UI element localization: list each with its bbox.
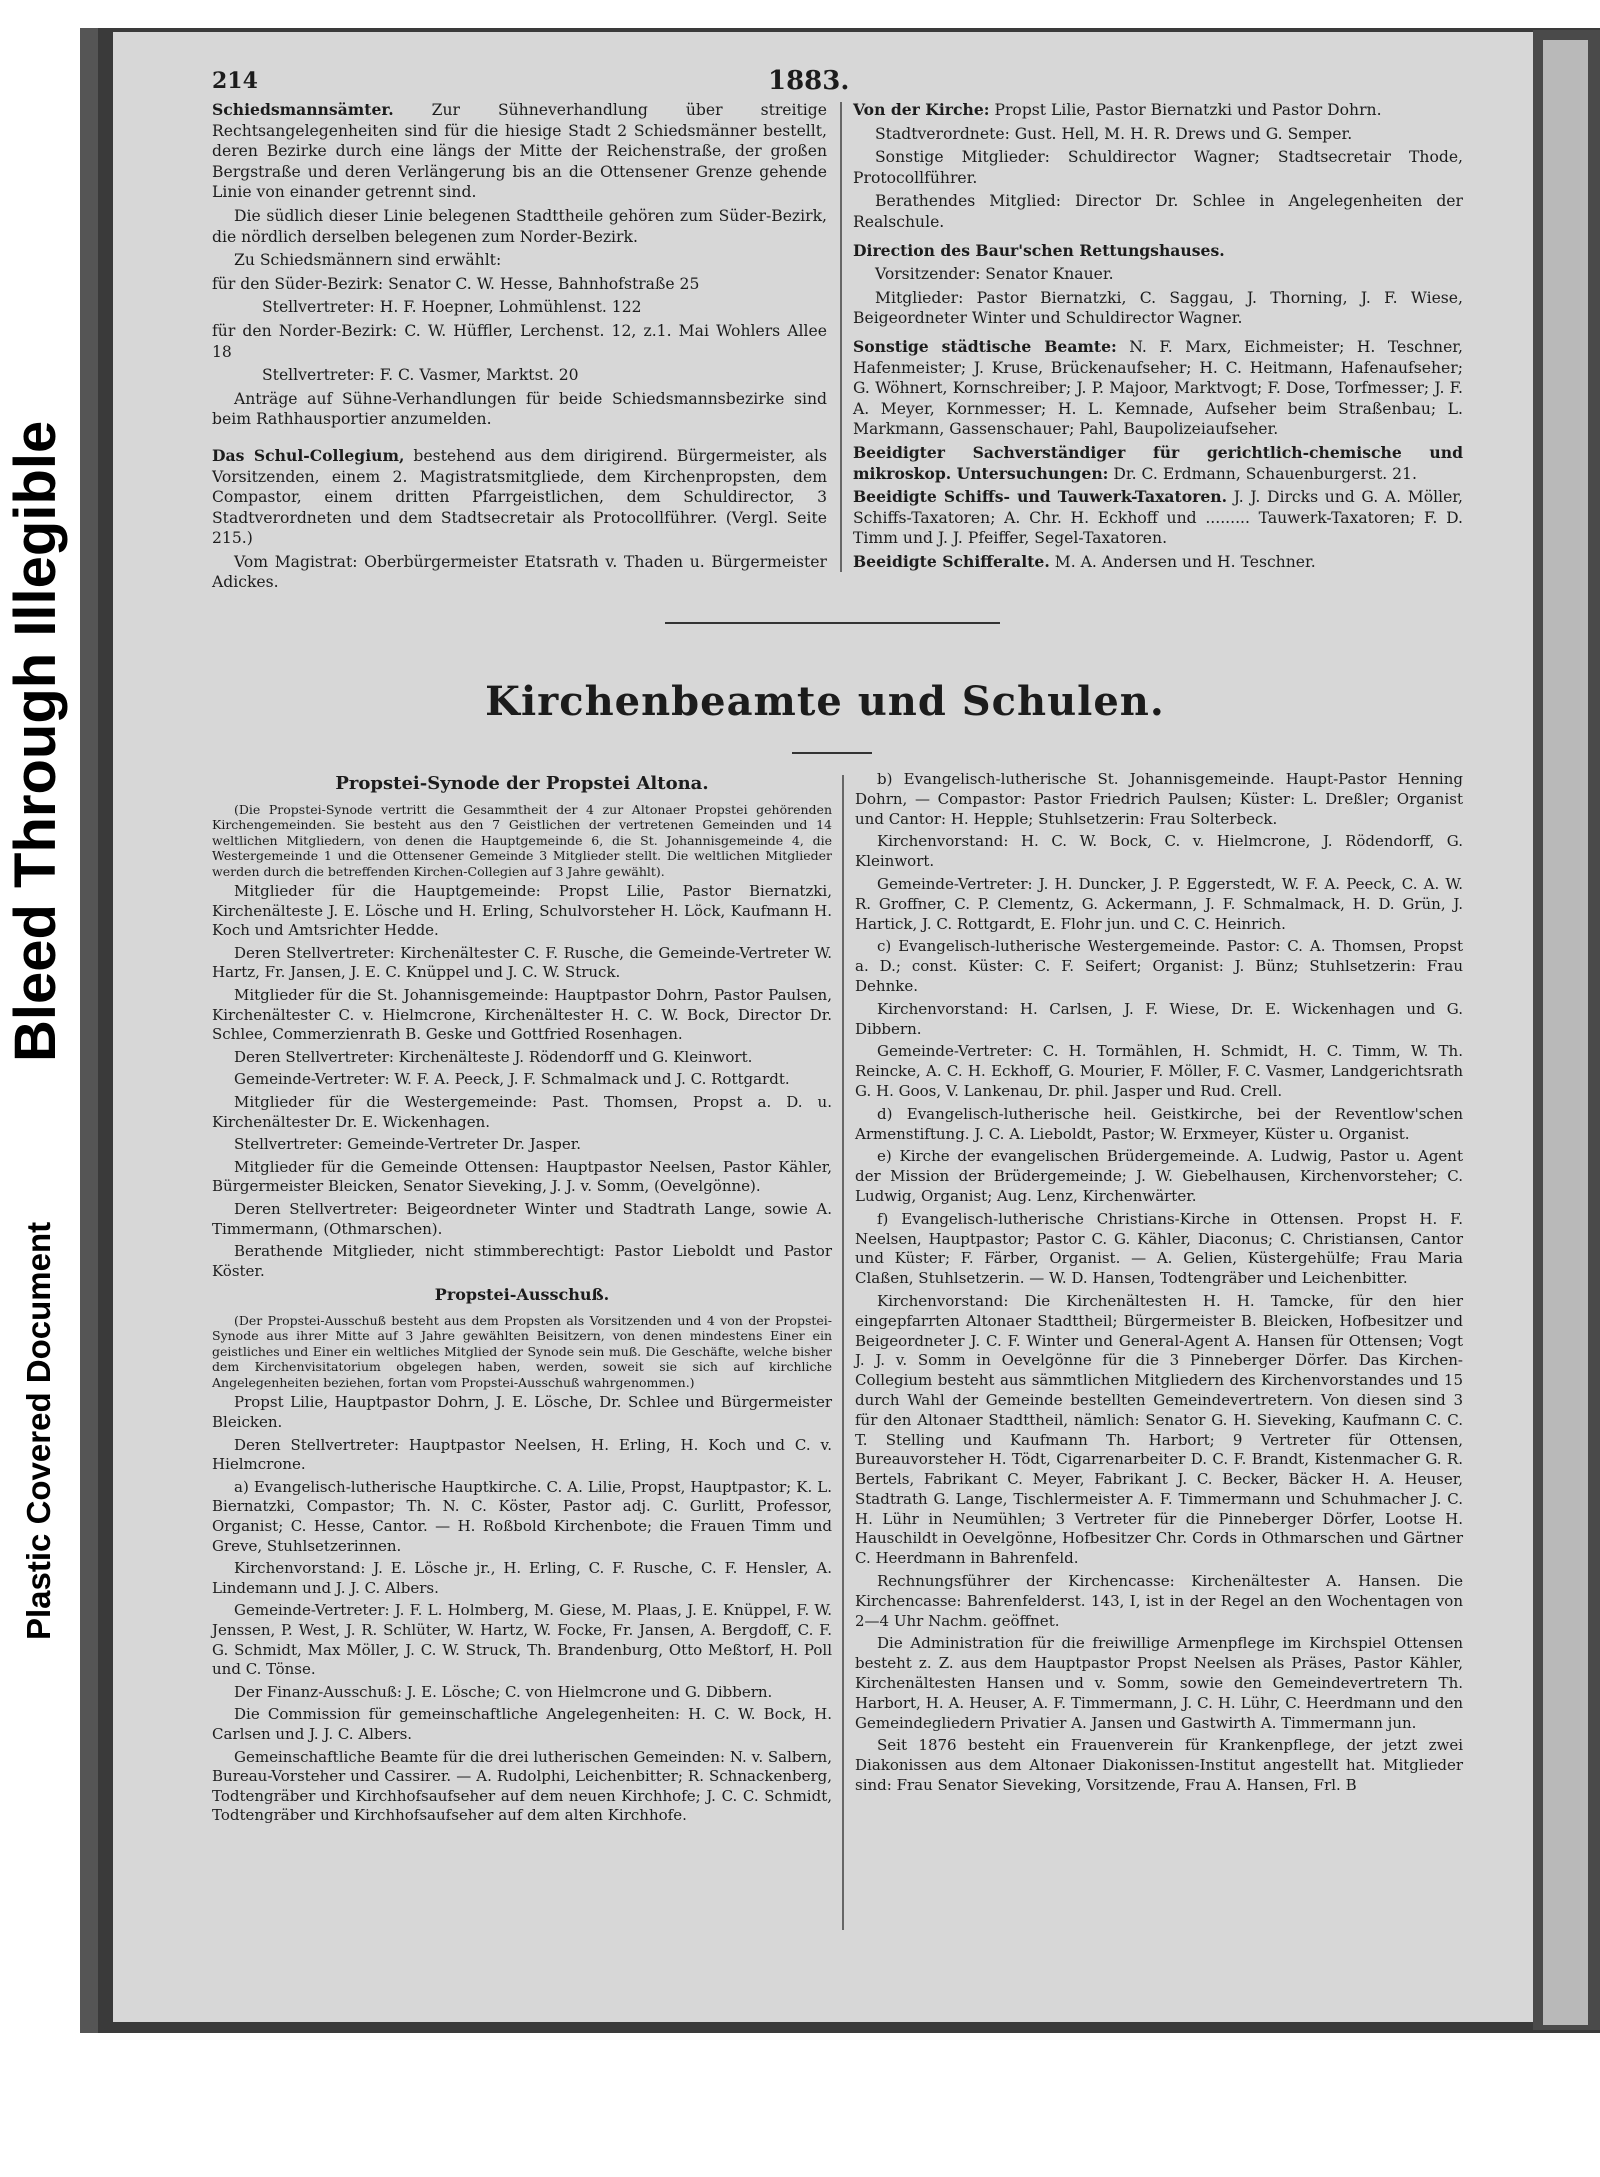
paragraph: Beeidigte Schifferalte. M. A. Andersen und H. Teschner.	[853, 551, 1316, 571]
paragraph: Seit 1876 besteht ein Frauenverein für Krankenpflege, der jetzt zwei Diakonissen aus dem Altonaer Diakonissen-Institut angestellt hat. Mitglieder sind: Frau Senator Sieveking, Vorsitzende, Frau A. Hansen, Frl. B	[855, 1736, 1463, 1795]
paragraph: Kirchenvorstand: H. C. W. Bock, C. v. Hielmcrone, J. Rödendorff, G. Kleinwort.	[855, 832, 1463, 871]
column-divider	[842, 775, 844, 1930]
paragraph: Stadtverordnete: Gust. Hell, M. H. R. Drews und G. Semper.	[875, 124, 1353, 143]
subsection-heading: Propstei-Synode der Propstei Altona.	[335, 773, 709, 794]
paragraph: Kirchenvorstand: H. Carlsen, J. F. Wiese, Dr. E. Wickenhagen und G. Dibbern.	[855, 999, 1463, 1038]
paragraph: Vom Magistrat: Oberbürgermeister Etatsrath v. Thaden u. Bürgermeister Adickes.	[212, 552, 827, 592]
paragraph: Mitglieder: Pastor Biernatzki, C. Saggau, J. Thorning, J. F. Wiese, Beigeordneter Winter und Schuldirector Wagner.	[853, 288, 1463, 328]
paragraph: Die südlich dieser Linie belegenen Stadttheile gehören zum Süder-Bezirk, die nördlich derselben belegenen zum Norder-Bezirk.	[212, 206, 827, 246]
paragraph: Vorsitzender: Senator Knauer.	[875, 265, 1114, 284]
paragraph: Direction des Baur'schen Rettungshauses.	[853, 240, 1225, 260]
paragraph: Sonstige Mitglieder: Schuldirector Wagner; Stadtsecretair Thode, Protocollführer.	[853, 148, 1463, 187]
facing-page-sliver	[1543, 40, 1588, 2025]
section-rule	[792, 752, 872, 754]
paragraph: Mitglieder für die St. Johannisgemeinde: Hauptpastor Dohrn, Pastor Paulsen, Kirchenältester C. v. Hielmcrone, Kirchenältester H. C. W. Bock, Director Dr. Schlee, Commerzienrath B. Geske und Gottfried Rosenhagen.	[212, 986, 832, 1044]
paragraph: Die Administration für die freiwillige Armenpflege im Kirchspiel Ottensen besteht z. Z. aus dem Hauptpastor Propst Neelsen als Präses, Pastor Kähler, Kirchenältesten Hansen und v. Somm, sowie den Gemeindevertretern Th. Harbort, H. A. Heuser, A. F. Timmermann, J. C. H. Lühr, C. Heerdmann und den Gemeindegliedern Privatier A. Jansen und Gastwirth A. Timmermann jun.	[855, 1634, 1463, 1732]
paragraph: Sonstige städtische Beamte: N. F. Marx, Eichmeister; H. Teschner, Hafenmeister; J. Kruse, Brückenaufseher; H. C. Heitmann, Hafenaufseher; G. Wöhnert, Kornschreiber; J. P. Majoor, Marktvogt; F. Dose, Torfmesser; J. F. A. Meyer, Kornmesser; H. L. Kemnade, Aufseher beim Straßenbau; L. Markmann, Gassenschauer; Pahl, Baupolizeiaufseher.	[853, 336, 1463, 439]
section-rule	[665, 622, 1000, 624]
paragraph: Mitglieder für die Hauptgemeinde: Propst Lilie, Pastor Biernatzki, Kirchenälteste J. E. Lösche und H. Erling, Schulvorsteher H. Löck, Kaufmann H. Koch und Amtsrichter Hedde.	[212, 882, 832, 940]
section-title: Kirchenbeamte und Schulen.	[485, 678, 1165, 725]
paragraph: Zu Schiedsmännern sind erwählt:	[234, 251, 502, 270]
paragraph: für den Süder-Bezirk: Senator C. W. Hesse, Bahnhofstraße 25	[212, 274, 700, 293]
subsection-heading: Propstei-Ausschuß.	[434, 1285, 610, 1305]
paragraph: Die Commission für gemeinschaftliche Angelegenheiten: H. C. W. Bock, H. Carlsen und J. J. C. Albers.	[212, 1705, 832, 1743]
paragraph: Gemeinde-Vertreter: J. H. Duncker, J. P. Eggerstedt, W. F. A. Peeck, C. A. W. R. Groffner, C. P. Clementz, G. Ackermann, J. F. Schmalmack, H. D. Grün, J. Hartick, J. C. Rottgardt, E. Flohr jun. und C. C. Heinrich.	[855, 874, 1463, 933]
paragraph: Mitglieder für die Gemeinde Ottensen: Hauptpastor Neelsen, Pastor Kähler, Bürgermeister Bleicken, Senator Sieveking, J. J. v. Somm, (Oevelgönne).	[212, 1157, 832, 1196]
paragraph: f) Evangelisch-lutherische Christians-Kirche in Ottensen. Propst H. F. Neelsen, Hauptpastor; Pastor C. G. Kähler, Diaconus; C. Christiansen, Cantor und Küster; F. Färber, Organist. — A. Gelien, Küstergehülfe; Frau Maria Claßen, Stuhlsetzerin. — W. D. Hansen, Todtengräber und Leichenbitter.	[855, 1209, 1463, 1288]
paragraph: Gemeinde-Vertreter: W. F. A. Peeck, J. F. Schmalmack und J. C. Rottgardt.	[234, 1070, 790, 1089]
paragraph: c) Evangelisch-lutherische Westergemeinde. Pastor: C. A. Thomsen, Propst a. D.; const. Küster: C. F. Seifert; Organist: J. Bünz; Stuhlsetzerin: Frau Dehnke.	[855, 937, 1463, 995]
bleed-through-label: Bleed Through Illegible	[3, 420, 68, 1062]
paragraph: für den Norder-Bezirk: C. W. Hüffler, Lerchenst. 12, z.1. Mai Wohlers Allee 18	[212, 321, 827, 361]
paragraph: Der Finanz-Ausschuß: J. E. Lösche; C. von Hielmcrone und G. Dibbern.	[234, 1682, 773, 1701]
paragraph: Gemeinschaftliche Beamte für die drei lutherischen Gemeinden: N. v. Salbern, Bureau-Vorsteher und Cassirer. — A. Rudolphi, Leichenbitter; R. Schnackenberg, Todtengräber und Kirchhofsaufseher auf dem neuen Kirchhofe; J. C. C. Schmidt, Todtengräber und Kirchhofsaufseher auf dem alten Kirchhofe.	[212, 1747, 832, 1825]
paragraph: Das Schul-Collegium, bestehend aus dem dirigirend. Bürgermeister, als Vorsitzenden, einem 2. Magistratsmitgliede, dem Kirchenpropsten, dem Compastor, einem dritten Pfarrgeistlichen, dem Schuldirector, 3 Stadtverordneten und dem Stadtsecretair als Protocollführer. (Vergl. Seite 215.)	[212, 445, 827, 548]
page-year-header: 1883.	[768, 66, 850, 96]
paragraph: Beeidigte Schiffs- und Tauwerk-Taxatoren. J. J. Dircks und G. A. Möller, Schiffs-Taxatoren; A. Chr. H. Eckhoff und ......... Tauwerk-Taxatoren; F. D. Timm und J. J. Pfeiffer, Segel-Taxatoren.	[853, 487, 1463, 548]
top-left-column	[212, 100, 827, 596]
paragraph: Deren Stellvertreter: Hauptpastor Neelsen, H. Erling, H. Koch und C. v. Hielmcrone.	[212, 1435, 832, 1474]
bottom-left-column	[212, 770, 832, 1829]
paragraph: d) Evangelisch-lutherische heil. Geistkirche, bei der Reventlow'schen Armenstiftung. J. C. A. Lieboldt, Pastor; W. Erxmeyer, Küster u. Organist.	[855, 1104, 1463, 1143]
note: (Der Propstei-Ausschuß besteht aus dem Propsten als Vorsitzenden und 4 von der Propstei-Synode aus ihrer Mitte auf 3 Jahre gewählten Beisitzern, von denen mindestens Einer ein geistliches und Einer ein weltliches Mitglied der Synode sein muß. Die Geschäfte, welche bisher dem Kirchenvisitatorium obgelegen haben, werden, soweit sie sich auf kirchliche Angelegenheiten beziehen, fortan vom Propstei-Ausschuß wahrgenommen.)	[212, 1312, 832, 1390]
paragraph: Berathendes Mitglied: Director Dr. Schlee in Angelegenheiten der Realschule.	[853, 192, 1463, 231]
paragraph: Propst Lilie, Hauptpastor Dohrn, J. E. Lösche, Dr. Schlee und Bürgermeister Bleicken.	[212, 1393, 832, 1432]
paragraph: Mitglieder für die Westergemeinde: Past. Thomsen, Propst a. D. u. Kirchenältester Dr. E. Wickenhagen.	[212, 1093, 832, 1131]
paragraph: Beeidigter Sachverständiger für gerichtlich-chemische und mikroskop. Untersuchungen: Dr. C. Erdmann, Schauenburgerst. 21.	[853, 442, 1463, 483]
paragraph: Stellvertreter: H. F. Hoepner, Lohmühlenst. 122	[262, 298, 642, 317]
top-right-column	[853, 100, 1463, 575]
note: (Die Propstei-Synode vertritt die Gesammtheit der 4 zur Altonaer Propstei gehörenden Kirchengemeinden. Sie besteht aus den 7 Geistlichen der vertretenen Gemeinden und 14 weltlichen Mitgliedern, von denen die Hauptgemeinde 6, die St. Johannisgemeinde 4, die Westergemeinde 1 und die Ottensener Gemeinde 3 Mitglieder stellt. Die weltlichen Mitglieder werden durch die betreffenden Kirchen-Collegien auf 3 Jahre gewählt).	[212, 801, 832, 879]
paragraph: Rechnungsführer der Kirchencasse: Kirchenältester A. Hansen. Die Kirchencasse: Bahrenfelderst. 143, I, ist in der Regel an den Wochentagen von 2—4 Uhr Nachm. geöffnet.	[855, 1572, 1463, 1630]
page-number: 214	[212, 68, 258, 94]
bottom-right-column	[855, 770, 1463, 1799]
paragraph: Stellvertreter: F. C. Vasmer, Marktst. 20	[262, 366, 579, 385]
paragraph: b) Evangelisch-lutherische St. Johannisgemeinde. Haupt-Pastor Henning Dohrn, — Compastor: Pastor Friedrich Paulsen; Küster: L. Dreßler; Organist und Cantor: H. Hepple; Stuhlsetzerin: Frau Solterbeck.	[855, 770, 1463, 828]
paragraph: Berathende Mitglieder, nicht stimmberechtigt: Pastor Lieboldt und Pastor Köster.	[212, 1242, 832, 1280]
paragraph: Von der Kirche: Propst Lilie, Pastor Biernatzki und Pastor Dohrn.	[853, 100, 1382, 119]
paragraph: Anträge auf Sühne-Verhandlungen für beide Schiedsmannsbezirke sind beim Rathhausportier anzumelden.	[212, 389, 827, 429]
plastic-covered-label: Plastic Covered Document	[20, 1221, 57, 1640]
paragraph: Kirchenvorstand: Die Kirchenältesten H. H. Tamcke, für den hier eingepfarrten Altonaer Stadttheil; Bürgermeister B. Bleicken, Hofbesitzer und Beigeordneter J. C. F. Winter und General-Agent A. Hansen für Ottensen; Vogt J. J. v. Somm in Oevelgönne für die 3 Pinneberger Dörfer. Das Kirchen-Collegium besteht aus sämmtlichen Mitgliedern des Kirchenvorstandes und 15 durch Wahl der Gemeinde bestellten Gemeindevertretern. Von diesen sind 3 für den Altonaer Stadttheil, nämlich: Senator G. H. Sieveking, Kaufmann C. C. T. Stelling und Kaufmann Th. Harbort; 9 Vertreter für Ottensen, Bureauvorsteher H. Tödt, Cigarrenarbeiter D. C. F. Brandt, Kistenmacher G. R. Bertels, Fabrikant C. Meyer, Fabrikant J. C. Becker, Bäcker H. A. Heuser, Stadtrath G. Lange, Tischlermeister A. F. Timmermann und Schuhmacher J. C. H. Lühr in Neumühlen; 3 Vertreter für die Pinneberger Dörfer, Lootse H. Hauschildt in Oevelgönne, Hofbesitzer Chr. Cords in Othmarschen und Gärtner C. Heerdmann in Bahrenfeld.	[855, 1291, 1463, 1568]
paragraph: Kirchenvorstand: J. E. Lösche jr., H. Erling, C. F. Rusche, C. F. Hensler, A. Lindemann und J. J. C. Albers.	[212, 1559, 832, 1597]
paragraph: Schiedsmannsämter. Zur Sühneverhandlung über streitige Rechtsangelegenheiten sind für die hiesige Stadt 2 Schiedsmänner bestellt, deren Bezirke durch eine längs der Mitte der Reichenstraße, der großen Bergstraße und deren Verlängerung bis an die Ottensener Grenze gehende Linie von einander getrennt sind.	[212, 100, 827, 202]
paragraph: e) Kirche der evangelischen Brüdergemeinde. A. Ludwig, Pastor u. Agent der Mission der Brüdergemeinde; J. W. Giebelhausen, Kirchenvorsteher; C. Ludwig, Organist; Aug. Lenz, Kirchenwärter.	[855, 1147, 1463, 1205]
paragraph: a) Evangelisch-lutherische Hauptkirche. C. A. Lilie, Propst, Hauptpastor; K. L. Biernatzki, Compastor; Th. N. C. Köster, Pastor adj. C. Gurlitt, Professor, Organist; C. Hesse, Cantor. — H. Roßbold Kirchenbote; die Frauen Timm und Greve, Stuhlsetzerinnen.	[212, 1477, 832, 1555]
paragraph: Deren Stellvertreter: Beigeordneter Winter und Stadtrath Lange, sowie A. Timmermann, (Othmarschen).	[212, 1200, 832, 1238]
paragraph: Gemeinde-Vertreter: J. F. L. Holmberg, M. Giese, M. Plaas, J. E. Knüppel, F. W. Jenssen, P. West, J. R. Schlüter, W. Hartz, W. Focke, Fr. Jansen, A. Bergdoff, C. F. G. Schmidt, Max Möller, J. C. W. Struck, Th. Brandenburg, Otto Meßtorf, H. Poll und C. Tönse.	[212, 1601, 832, 1679]
paragraph: Deren Stellvertreter: Kirchenältester C. F. Rusche, die Gemeinde-Vertreter W. Hartz, Fr. Jansen, J. E. C. Knüppel und J. C. W. Struck.	[212, 943, 832, 982]
page-stack-edge	[80, 28, 98, 2033]
scan-margin	[0, 0, 80, 2177]
column-divider	[840, 102, 842, 572]
paragraph: Deren Stellvertreter: Kirchenälteste J. Rödendorff und G. Kleinwort.	[234, 1047, 753, 1066]
paragraph: Stellvertreter: Gemeinde-Vertreter Dr. Jasper.	[234, 1135, 582, 1154]
paragraph: Gemeinde-Vertreter: C. H. Tormählen, H. Schmidt, H. C. Timm, W. Th. Reincke, A. C. H. Eckhoff, G. Mourier, F. Möller, F. C. Vasmer, Landgerichtsrath G. H. Goos, V. Lankenau, Dr. phil. Jasper und Rud. Crell.	[855, 1042, 1463, 1100]
